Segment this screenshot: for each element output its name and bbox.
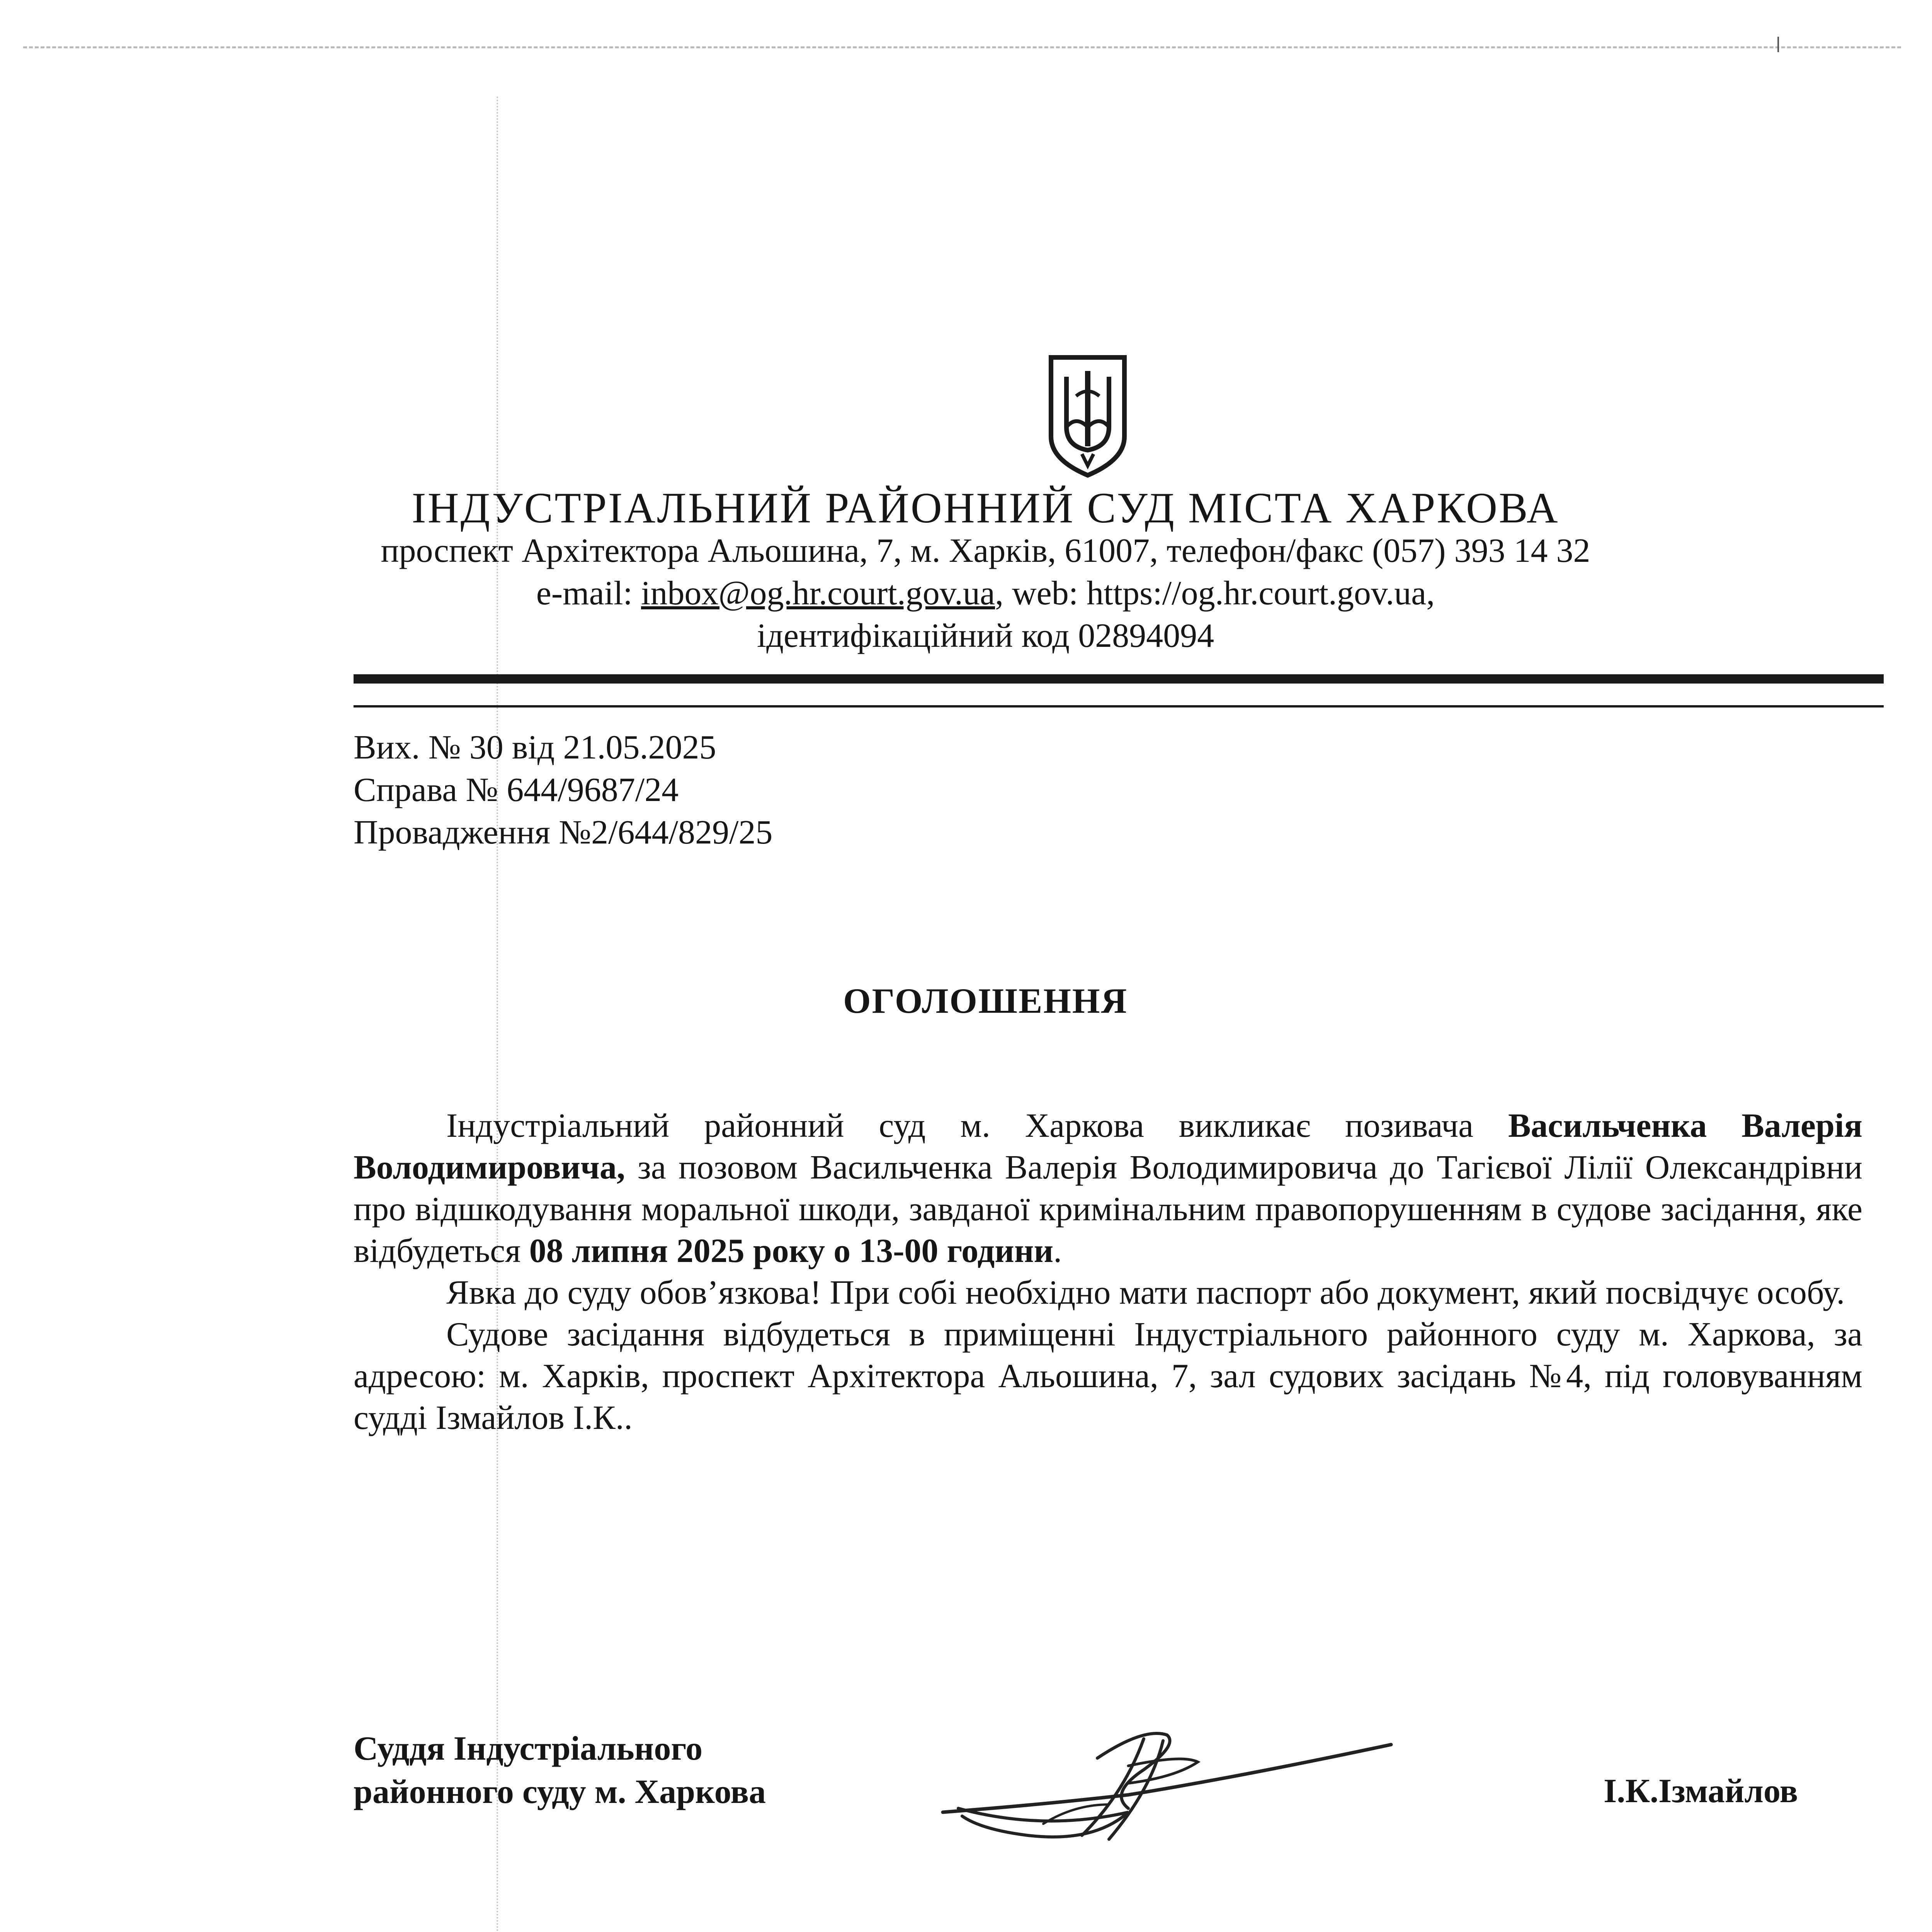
- court-contacts: [0, 572, 1932, 615]
- court-name: ІНДУСТРІАЛЬНИЙ РАЙОННИЙ СУД МІСТА ХАРКОВА: [412, 484, 1560, 532]
- hearing-datetime: 08 липня 2025 року о 13-00 години: [529, 1232, 1054, 1270]
- handwritten-signature: [927, 1716, 1403, 1855]
- paragraph-venue: Судове засідання відбудеться в приміщенні Індустріального районного суду м. Харкова, за адресою: м. Харків, проспект Архітектора Альошина, 7, зал судових засідань №4, під головуванням судді Ізмайлов І.К..: [354, 1316, 1862, 1437]
- paragraph-attendance: Явка до суду обов’язкова! При собі необхідно мати паспорт або документ, який посвідчує особу.: [446, 1274, 1845, 1311]
- judge-name: І.К.Ізмайлов: [1604, 1772, 1798, 1810]
- scan-mark: [1777, 37, 1779, 52]
- signatory-title: [354, 1727, 766, 1814]
- court-address: проспект Архітектора Альошина, 7, м. Харків, 61007, телефон/факс (057) 393 14 32: [381, 532, 1590, 570]
- court-id-code: ідентифікаційний код 02894094: [757, 617, 1214, 655]
- case-number: Справа № 644/9687/24: [354, 771, 679, 809]
- coat-of-arms-icon: [1014, 350, 1161, 481]
- email-link[interactable]: inbox@og.hr.court.gov.ua: [641, 575, 995, 612]
- claim-text: за позовом Васильченка Валерія Володимировича до Тагієвої Лілії Олександрівни про відшкодування моральної шкоди, завданої кримінальним правопорушенням в судове засідання, яке відбудеться: [354, 1149, 1862, 1270]
- signatory-title-line1: Суддя Індустріального: [354, 1730, 703, 1767]
- document-title: ОГОЛОШЕННЯ: [843, 981, 1128, 1020]
- summons-text: Індустріальний районний суд м. Харкова викликає позивача: [446, 1107, 1508, 1145]
- web-address: , web: https://og.hr.court.gov.ua,: [995, 575, 1435, 612]
- plaintiff-name: Васильченка Валерія Володимировича,: [354, 1107, 1862, 1186]
- signatory-title-line2: районного суду м. Харкова: [354, 1773, 766, 1811]
- header-divider-thin: [354, 705, 1884, 707]
- proceeding-number: Провадження №2/644/829/25: [354, 814, 773, 851]
- sentence-end: .: [1053, 1232, 1062, 1270]
- scan-edge-line: [23, 46, 1901, 48]
- email-label: e-mail:: [536, 575, 641, 612]
- header-divider-thick: [354, 674, 1884, 684]
- paragraph-summons: [354, 1105, 1862, 1272]
- outgoing-number: Вих. № 30 від 21.05.2025: [354, 729, 716, 766]
- announcement-body: [354, 1105, 1862, 1439]
